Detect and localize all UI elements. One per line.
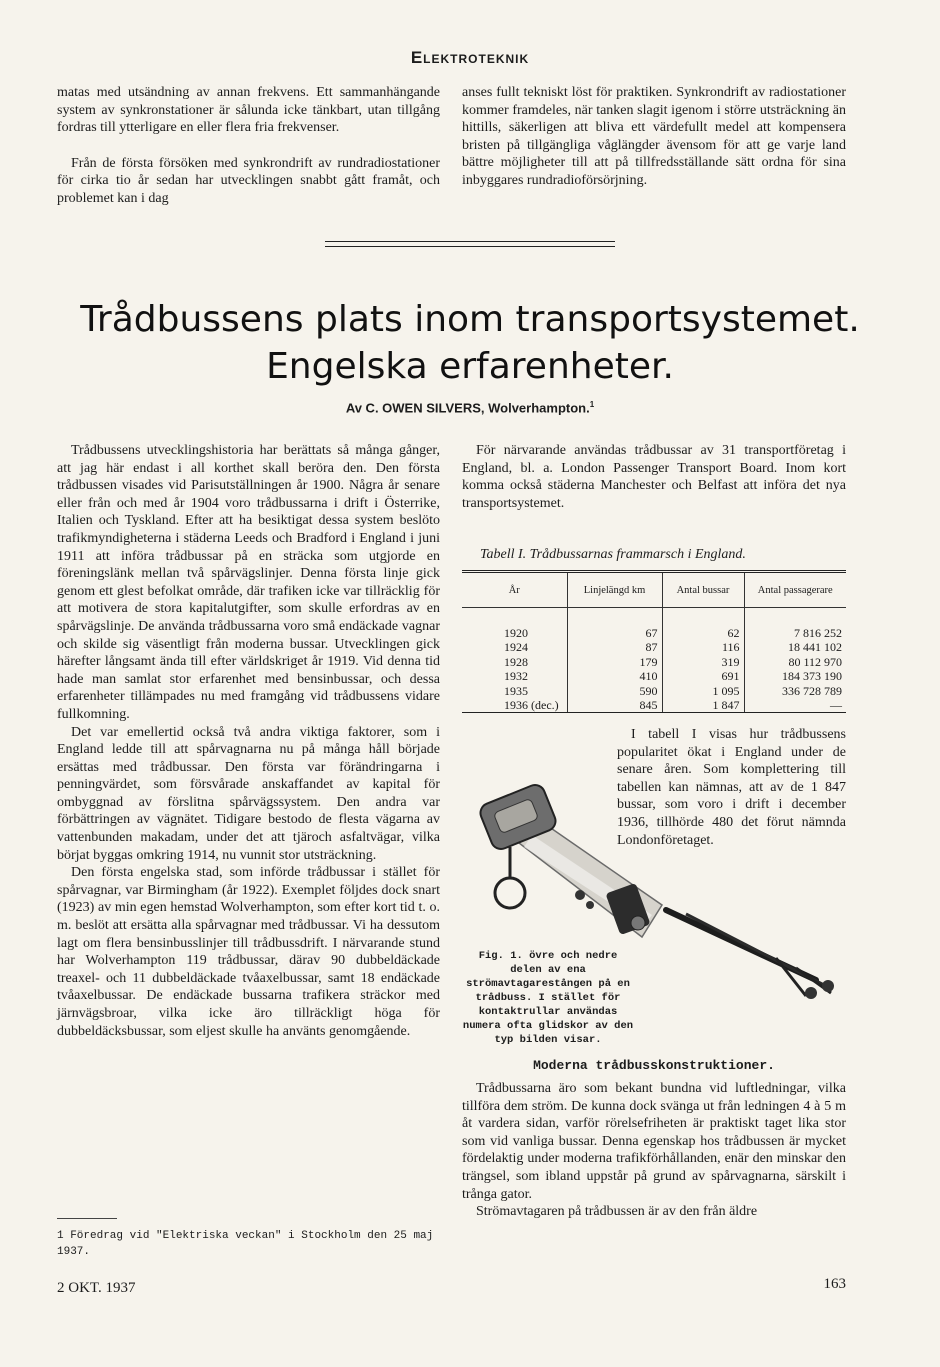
table-cell: 1928: [504, 654, 528, 669]
table-cell: 67: [567, 626, 662, 640]
article-right-column-top: [462, 442, 846, 512]
table-row: [462, 640, 846, 654]
table-header: Antal bussar: [662, 573, 744, 608]
table-cell: 87: [567, 640, 662, 654]
data-table: [462, 570, 846, 713]
article-title-line2: Engelska erfarenheter.: [266, 346, 674, 387]
article-left-column: [57, 442, 440, 1040]
article-paragraph: För närvarande användas trådbussar av 31 transportföretag i England, bl. a. London Passenger Transport Board. Inom kort komma också städerna Manchester och Belfast att införa det nya transportsystemet.: [462, 443, 846, 511]
table-cell: 179: [567, 655, 662, 669]
figure-caption: Fig. 1. övre och nedre delen av ena strömavtagarestången på en trådbuss. I stället för kontaktrullar användas numera ofta glidskor av den typ bilden visar.: [462, 950, 634, 1046]
table-cell: 336 728 789: [744, 684, 846, 698]
intro-paragraph: Från de första försöken med synkrondrift av rundradiostationer för cirka tio år sedan har utvecklingen snabbt gått framåt, och problemet kan i dag: [57, 155, 440, 206]
table-cell: 845: [567, 698, 662, 712]
table-row: [462, 684, 846, 698]
table-cell: 1924: [504, 640, 528, 655]
page-date: 2 OKT. 1937: [57, 1280, 136, 1296]
separator-rule: [325, 246, 615, 247]
table-header: År: [462, 573, 567, 608]
section-header: Elektroteknik: [410, 48, 530, 67]
table-caption: Tabell I. Trådbussarnas frammarsch i England.: [480, 547, 746, 562]
table-header: Antal passagerare: [744, 573, 846, 608]
intro-paragraph: anses fullt tekniskt löst för praktiken. Synkrondrift av radiostationer kommer framdeles, när tanken slagit igenom i större utsträckning än hittills, säkerligen att bliva ett värdefullt medel att kompensera bristen på tillgängliga våglängder ävensom för att ge varje land bättre möjligheter till att på tillfredsställande sätt ordna för sina inbyggares rundradioförsörjning.: [462, 85, 846, 188]
article-paragraph: Trådbussens utvecklingshistoria har berättats så många gånger, att jag här endast i all korthet skall beröra den. Den första trådbussen visades vid Parisutställningen år 1900. Några år senare eller från och med år 1904 voro trådbussarna i drift i Österrike, Italien och Tyskland. Efter att ha besiktigat dessa system beslöto trafikmyndigheterna i städerna Leeds och Bradford i England i juni 1911 att införa trådbussar på en sträcka som utgjorde en föreningslänk mellan två spårvägslinjer. Denna första linje gick genom ett glest befolkat område, där trafiken icke var tillräcklig för att motivera de stora kapitalutgifter, som skulle erfordras av en spårvägslinje. De använda trådbussarna voro små endäckade vagnar och skilde sig väsentligt från moderna bussar. Utvecklingen gick härefter långsamt ända till efter världskriget år 1919. Vid denna tid hade man samlat stor erfarenhet med bensinbussar, och dessa erfarenheter tillämpades nu med framgång vid trådbussens vidare fullkomning.: [57, 443, 440, 722]
table-cell: 1920: [504, 626, 528, 640]
trolley-pole-lower-photo: [656, 898, 846, 1008]
table-cell: 80 112 970: [744, 655, 846, 669]
byline: [0, 400, 940, 415]
table-cell: 590: [567, 684, 662, 698]
table-cell: 1936 (dec.): [504, 698, 559, 713]
footnote: 1 Föredrag vid "Elektriska veckan" i Stockholm den 25 maj 1937.: [57, 1230, 434, 1258]
table-cell: 1 095: [662, 684, 744, 698]
table-header: Linjelängd km: [567, 573, 662, 608]
page-number: 163: [823, 1276, 846, 1292]
section-body: [462, 1080, 846, 1221]
article-paragraph: Det var emellertid också två andra viktiga faktorer, som i England ledde till att spårvagnarna nu på många håll började ersättas med trådbussar. Den första var förändringarna i penningvärdet, som försvårade anskaffandet av kapital för ombyggnad av förslitna spårvägssystem. Den andra var förbättringen av vägnätet. Tidigare bestodo de flesta vägarna av vattenbunden makadam, under det att tjäroch asfaltvägar, vilka börjat byggas omkring 1914, nu vunnit stor utsträckning.: [57, 724, 440, 863]
table-cell: 116: [662, 640, 744, 654]
table-row: [462, 626, 846, 640]
intro-paragraph: matas med utsändning av annan frekvens. Ett sammanhängande system av synkronstationer är sålunda icke tänkbart, utan tillgång fordras till ytterligare en eller flera fria frekvenser.: [57, 85, 440, 136]
byline-text: Av C. OWEN SILVERS, Wolverhampton.: [345, 400, 590, 416]
table-cell: —: [744, 698, 846, 712]
table-row: [462, 655, 846, 669]
table-cell: 18 441 102: [744, 640, 846, 654]
section-heading: Moderna trådbusskonstruktioner.: [533, 1058, 775, 1073]
article-paragraph: Trådbussarna äro som bekant bundna vid luftledningar, vilka tillföra dem ström. De kunna dock svänga ut från ledningen 4 à 5 m åt vardera sidan, varför rörelsefriheten är praktiskt taget lika stor som vid vanliga bussar. Denna egenskap hos trådbussen är mycket fördelaktig under moderna trafikförhållanden, enär den minskar den trängsel, som ibland uppstår på grund av spårvagnarna, särskilt i trånga gator.: [462, 1081, 846, 1202]
intro-left-column: [57, 84, 440, 208]
byline-footnote-mark: 1: [589, 400, 595, 409]
article-paragraph: Den första engelska stad, som införde trådbussar i stället för spårvagnar, var Birmingham (år 1922). Exemplet följdes dock snart (1923) av min egen hemstad Wolverhampton, som efter kort tid t. o. m. beslöt att ersätta alla spårvagnar med trådbussar. Vi ha dessutom lagt om flera bensinbusslinjer till trådbussdrift. I närvarande stund har Wolverhampton 119 trådbussar, därav 90 dubbeldäckade treaxel- och 11 dubbeldäckade tvåaxelbussar, samt 18 endäckade tvåaxelbussar. De endäckade bussarna trafikera sträckor med järnvägsbroar, vilka icke äro tillräckligt höga för dubbeldäcksbussar, som eljest skulle ha använts genomgående.: [57, 865, 440, 1039]
table-cell: 691: [662, 669, 744, 683]
article-title-line1: Trådbussens plats inom transportsystemet.: [80, 299, 860, 340]
article-paragraph: I tabell I visas hur trådbussens popularitet ökat i England under de senare åren. Som komplettering till tabellen kan nämnas, att av de 1 847 bussar, som voro i drift i december 1936, tillhörde 480 det förut nämnda Londonföretaget.: [617, 727, 846, 848]
table-row: [462, 698, 846, 712]
footnote-rule: [57, 1218, 117, 1219]
table-cell: 7 816 252: [744, 626, 846, 640]
separator-rule: [325, 241, 615, 242]
trolley-pole-upper-photo: [462, 775, 672, 950]
table-cell: 1935: [504, 683, 528, 698]
table-cell: 319: [662, 655, 744, 669]
table-row: [462, 669, 846, 683]
table-cell: 184 373 190: [744, 669, 846, 683]
table-cell: 62: [662, 626, 744, 640]
table-cell: 410: [567, 669, 662, 683]
article-paragraph: Strömavtagaren på trådbussen är av den från äldre: [476, 1204, 758, 1220]
table-cell: 1 847: [662, 698, 744, 712]
table-cell: 1932: [504, 669, 528, 684]
intro-right-column: [462, 84, 846, 190]
